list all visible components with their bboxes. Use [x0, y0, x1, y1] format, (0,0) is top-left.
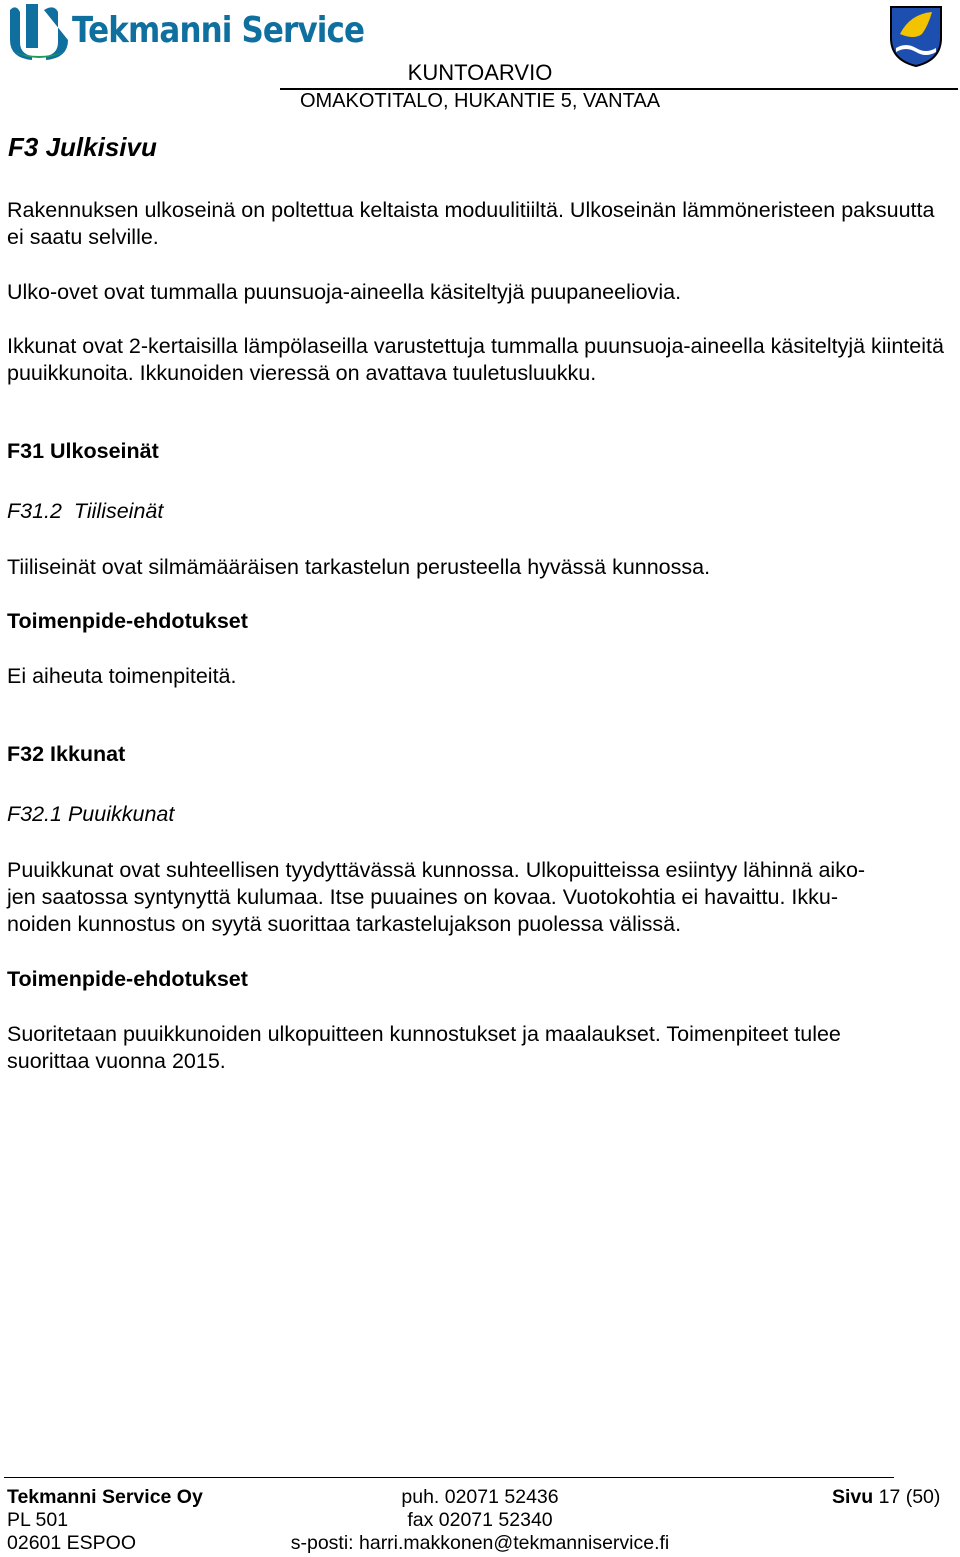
footer-address-line-2: 02601 ESPOO	[7, 1532, 136, 1554]
page-label: Sivu	[832, 1486, 874, 1508]
company-logo	[6, 2, 366, 62]
municipal-crest	[888, 4, 944, 68]
f32-text-line: noiden kunnostus on syytä suorittaa tarkastelujakson puolessa välissä.	[7, 912, 682, 936]
document-subtitle: OMAKOTITALO, HUKANTIE 5, VANTAA	[299, 90, 661, 112]
f32-action-heading: Toimenpide-ehdotukset	[7, 967, 248, 991]
f32-text-line: Puuikkunat ovat suhteellisen tyydyttävässä kunnossa. Ulkopuitteissa esiintyy lähinnä aiko-	[7, 858, 866, 882]
footer-page-number	[832, 1486, 940, 1509]
footer-email: s-posti: harri.makkonen@tekmanniservice.fi	[290, 1532, 670, 1554]
f31-action-text: Ei aiheuta toimenpiteitä.	[7, 664, 237, 688]
section-title: F3 Julkisivu	[8, 132, 157, 162]
footer-phone: puh. 02071 52436	[401, 1486, 559, 1508]
footer-address-line-1: PL 501	[7, 1509, 69, 1531]
f32-action-text	[7, 1021, 957, 1075]
f32-action-line: Suoritetaan puuikkunoiden ulkopuitteen kunnostukset ja maalaukset. Toimenpiteet tulee	[7, 1022, 841, 1046]
f31-heading: F31 Ulkoseinät	[7, 439, 159, 463]
footer-fax: fax 02071 52340	[407, 1509, 553, 1531]
document-title: KUNTOARVIO	[407, 60, 553, 85]
f32-action-line: suorittaa vuonna 2015.	[7, 1049, 226, 1073]
intro-paragraph-2: Ulko-ovet ovat tummalla puunsuoja-aineella käsiteltyjä puupaneeliovia.	[7, 280, 682, 304]
footer-company-block	[7, 1486, 203, 1555]
f31-text: Tiiliseinät ovat silmämääräisen tarkastelun perusteella hyvässä kunnossa.	[7, 555, 711, 579]
f32-text	[7, 857, 957, 938]
intro-paragraph-1: Rakennuksen ulkoseinä on poltettua keltaista moduulitiiltä. Ulkoseinän lämmöneristeen paksuutta ei saatu selville.	[7, 198, 935, 249]
tekmanni-logo-icon	[6, 2, 72, 62]
f32-subheading: F32.1 Puuikkunat	[7, 802, 175, 826]
f32-text-line: jen saatossa syntynyttä kulumaa. Itse puuaines on kovaa. Vuotokohtia ei havaittu. Ikku-	[7, 885, 839, 909]
f32-heading: F32 Ikkunat	[7, 742, 126, 766]
footer-contact-block	[280, 1486, 680, 1555]
page-value: 17 (50)	[878, 1486, 941, 1508]
company-logo-text: Tekmanni Service	[72, 10, 365, 51]
f31-action-heading: Toimenpide-ehdotukset	[7, 609, 248, 633]
footer-company-name: Tekmanni Service Oy	[7, 1486, 203, 1508]
municipal-crest-icon	[888, 4, 944, 68]
intro-paragraph-3: Ikkunat ovat 2-kertaisilla lämpölaseilla varustettuja tummalla puunsuoja-aineella käsiteltyjä kiinteitä puuikkunoita. Ikkunoiden vieressä on avattava tuuletusluukku.	[7, 334, 944, 385]
f31-subheading: F31.2 Tiiliseinät	[7, 499, 164, 523]
footer-divider	[4, 1477, 894, 1478]
